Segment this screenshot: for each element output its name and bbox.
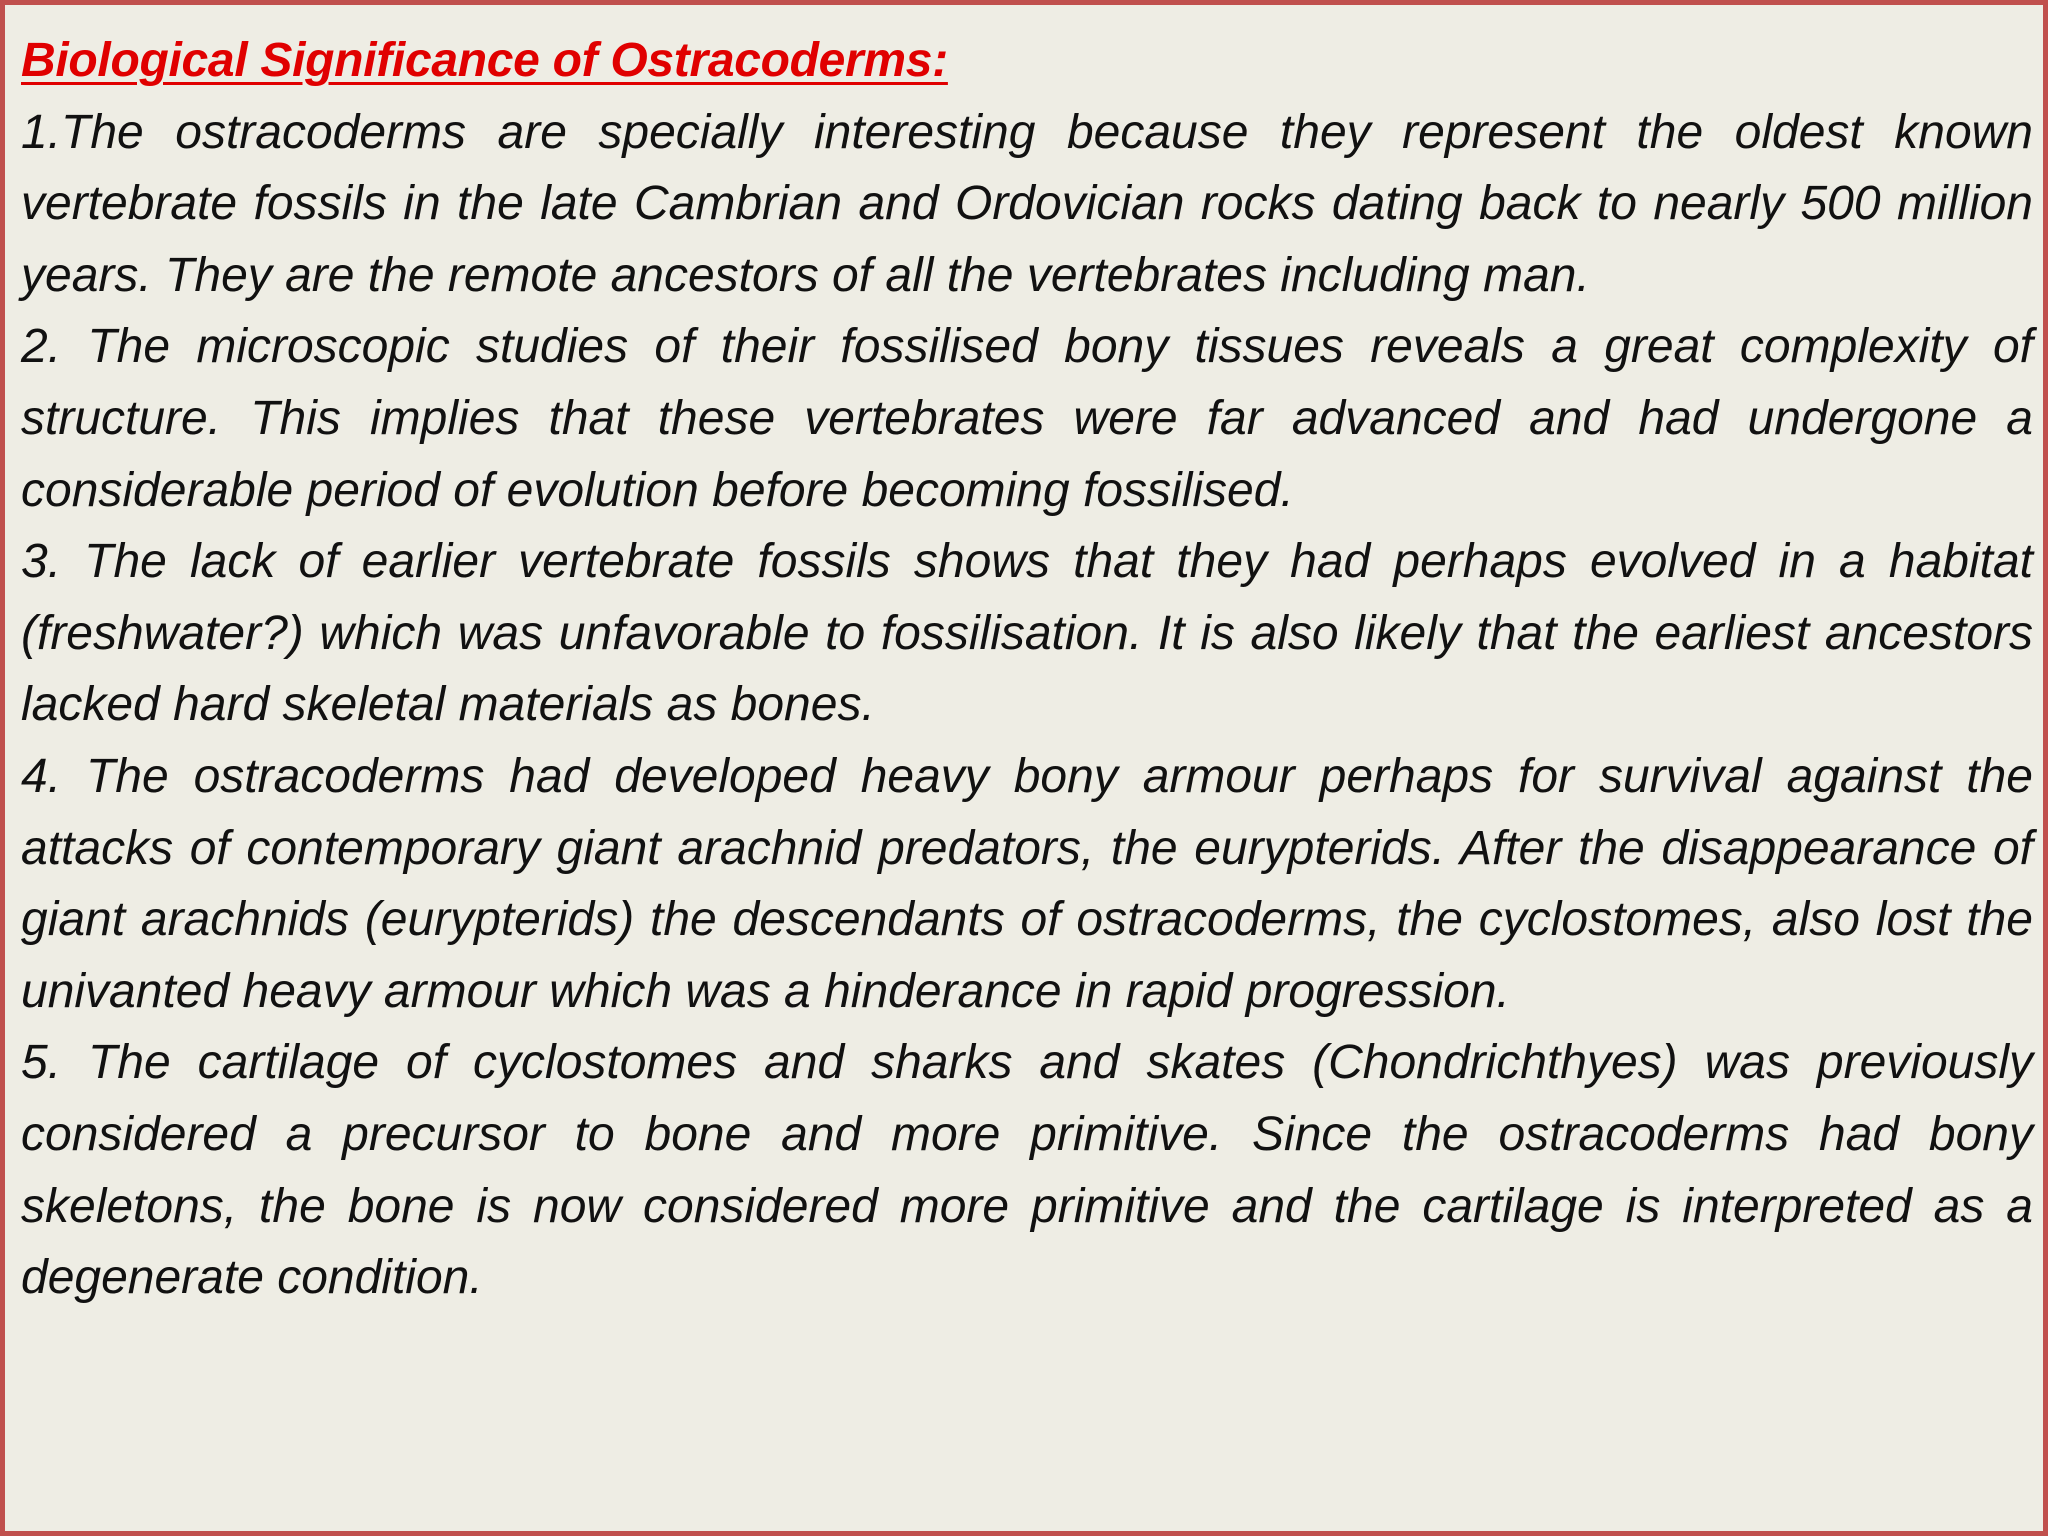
paragraph-4: 4. The ostracoderms had developed heavy bony armour perhaps for survival against the attacks of contemporary giant arachnid predators, the eurypterids. After the disappearance of giant arachnids (eurypterids) the descendants of ostracoderms, the cyclostomes, also lost the univanted heavy armour which was a hinderance in rapid progression. bbox=[21, 749, 2033, 1018]
paragraph-1: 1.The ostracoderms are specially interesting because they represent the oldest known vertebrate fossils in the late Cambrian and Ordovician rocks dating back to nearly 500 million years. They are the remote ancestors of all the vertebrates including man. bbox=[21, 105, 2033, 302]
paragraph-3: 3. The lack of earlier vertebrate fossils shows that they had perhaps evolved in a habitat (freshwater?) which was unfavorable to fossilisation. It is also likely that the earliest ancestors lacked hard skeletal materials as bones. bbox=[21, 535, 2033, 732]
slide-title: Biological Significance of Ostracoderms: bbox=[21, 34, 948, 87]
paragraph-2: 2. The microscopic studies of their fossilised bony tissues reveals a great complexity of structure. This implies that these vertebrates were far advanced and had undergone a considerable period of evolution before becoming fossilised. bbox=[21, 320, 2033, 517]
paragraph-5: 5. The cartilage of cyclostomes and sharks and skates (Chondrichthyes) was previously considered a precursor to bone and more primitive. Since the ostracoderms had bony skeletons, the bone is now considered more primitive and the cartilage is interpreted as a degenerate condition. bbox=[21, 1036, 2033, 1305]
slide-content bbox=[21, 25, 2033, 1314]
